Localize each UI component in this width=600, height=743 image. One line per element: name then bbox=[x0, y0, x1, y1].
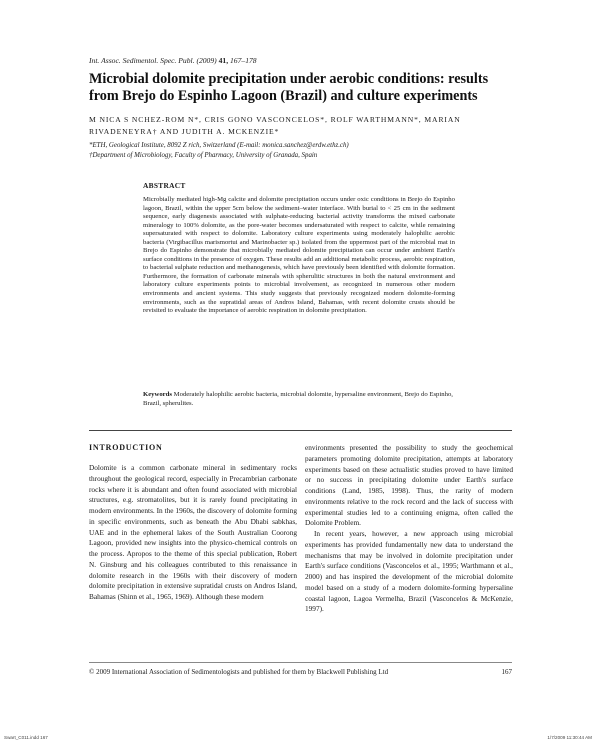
introduction-heading: INTRODUCTION bbox=[89, 443, 163, 452]
keywords-text: Moderately halophilic aerobic bacteria, microbial dolomite, hypersaline environment, Brejo do Espinho, Brazil, spherulites. bbox=[143, 391, 453, 407]
print-slug-file: Swart_C011.indd 167 bbox=[4, 735, 48, 740]
journal-year: (2009) bbox=[196, 56, 217, 65]
intro-paragraph-1: Dolomite is a common carbonate mineral in sedimentary rocks throughout the geological record, especially in Precambrian carbonate rocks where it is abundant and often found associated with microbial structures, e.g. stromatolites, but it is rarely found precipitating in modern environments. In the 1960s, the discovery of dolomite forming in specific environments, such as beneath the Abu Dhabi sabkhas, UAE and in the ephemeral lakes of the South Australian Coorong Lagoon, provided new insights into the physico-chemical controls on the process. Apropos to the theme of this special publication, Robert N. Ginsburg and his colleagues contributed to this renaissance in dolomite research in the 1960s with their discovery of modern dolomite precipitation in extensive supratidal crusts on Andros Island, Bahamas (Shinn et al., 1965, 1969). Although these modern bbox=[89, 463, 297, 601]
page-footer bbox=[89, 668, 512, 676]
footer-divider bbox=[89, 662, 512, 663]
abstract-heading: ABSTRACT bbox=[143, 181, 186, 190]
journal-name: Int. Assoc. Sedimentol. Spec. Publ. bbox=[89, 56, 195, 65]
introduction-right-column bbox=[305, 443, 513, 615]
keywords bbox=[143, 391, 455, 408]
journal-citation bbox=[89, 56, 257, 65]
author-list: M NICA S NCHEZ-ROM N*, CRIS GONO VASCONCELOS*, ROLF WARTHMANN*, MARIAN RIVADENEYRA† AND JUDITH A. MCKENZIE* bbox=[89, 115, 461, 136]
intro-paragraph-1-cont: environments presented the possibility to study the geochemical parameters promoting dolomite precipitation, attempts at laboratory experiments based on these actualistic studies proved to have limited or no success in precipitating dolomite under Earth's surface conditions (Land, 1985, 1998). Thus, the rarity of modern environments relative to the rock record and the lack of success with experimental studies led to a continuing enigma, often called the Dolomite Problem. bbox=[305, 443, 513, 528]
journal-volume: 41, bbox=[218, 56, 229, 65]
affiliation-eth: *ETH, Geological Institute, 8092 Z rich, Switzerland (E-mail: monica.sanchez@erdw.ethz.ch) bbox=[89, 142, 349, 149]
abstract-text: Microbially mediated high-Mg calcite and dolomite precipitation occurs under oxic conditions in Brejo do Espinho lagoon, Brazil, within the upper 5cm below the sediment–water interface. With burial to < 25 cm in the sediment sequence, early diagenesis associated with sulphate-reducing bacterial activity transforms the mixed carbonate mineralogy to 100% dolomite, as the pore-water becomes undersaturated with respect to calcite, while remaining supersaturated with respect to dolomite. Laboratory culture experiments using moderately halophilic aerobic bacteria (Virgibacillus marismortui and Marinobacter sp.) isolated from the uppermost part of the microbial mat in Brejo do Espinho demonstrate that microbially mediated dolomite precipitation can occur under ambient Earth's surface conditions in the presence of oxygen. These results add an additional metabolic process, aerobic respiration, to bacterial sulphate reduction and methanogenesis, which have previously been identified with dolomite formation. Furthermore, the formation of carbonate minerals with spherulitic structures in both the natural environment and laboratory culture experiments points to microbial involvement, as recognized in numerous other modern environments and ancient systems. This study suggests that previously recognized modern dolomite-forming environments, such as the supratidal areas of Andros Island, Bahamas, with recent dolomite crusts should be revisited to evaluate the importance of aerobic respiration in dolomite precipitation. bbox=[143, 196, 455, 315]
intro-paragraph-2: In recent years, however, a new approach using microbial experiments has provided fundamentally new data to understand the mechanisms that may be involved in dolomite precipitation under Earth's surface conditions (Vasconcelos et al., 1995; Warthmann et al., 2000) and has inspired the development of the microbial dolomite model based on a study of a modern dolomite-forming hypersaline coastal lagoon, Lagoa Vermelha, Brazil (Vasconcelos & McKenzie, 1997). bbox=[305, 529, 513, 614]
keywords-label: Keywords bbox=[143, 391, 172, 398]
introduction-left-column bbox=[89, 463, 297, 603]
affiliation-granada: †Department of Microbiology, Faculty of Pharmacy, University of Granada, Spain bbox=[89, 152, 318, 159]
section-divider bbox=[89, 430, 512, 431]
page-number: 167 bbox=[501, 668, 512, 676]
article-title: Microbial dolomite precipitation under aerobic conditions: results from Brejo do Espinho Lagoon (Brazil) and culture experiments bbox=[89, 71, 489, 104]
copyright-notice: © 2009 International Association of Sedimentologists and published for them by Blackwell Publishing Ltd bbox=[89, 668, 389, 676]
print-slug-timestamp: 1/7/2009 11:30:44 AM bbox=[547, 735, 592, 740]
journal-pages: 167–178 bbox=[230, 56, 257, 65]
